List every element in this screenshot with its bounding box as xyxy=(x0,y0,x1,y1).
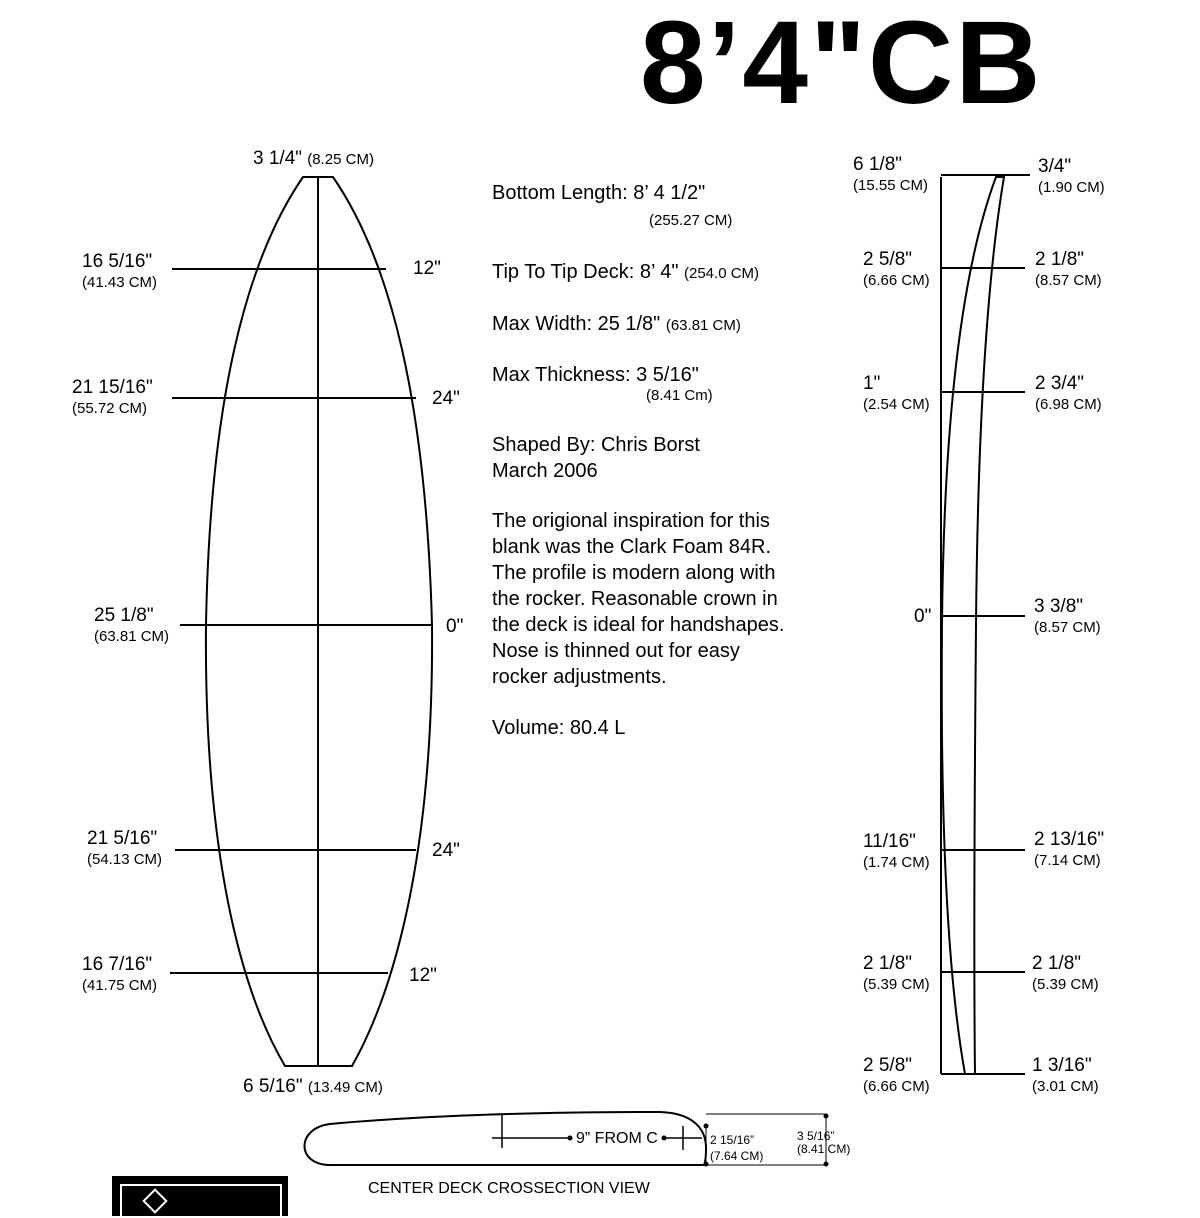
spec-max-thickness-cm: (8.41 Cm) xyxy=(646,387,713,404)
spec-volume: Volume: 80.4 L xyxy=(492,717,626,739)
spec-tip-to-tip: Tip To Tip Deck: 8’ 4" (254.0 CM) xyxy=(492,261,760,283)
description-line: The profile is modern along with xyxy=(492,562,776,584)
outline-width-label: 25 1/8" xyxy=(94,605,154,626)
description-line: Nose is thinned out for easy xyxy=(492,640,740,662)
rocker-value: 2 5/8" xyxy=(863,1055,913,1076)
crossection-thickness-cm: (8.41 CM) xyxy=(797,1142,851,1156)
thickness-value: 3 3/8" xyxy=(1034,596,1084,617)
rocker-value: 1" xyxy=(863,373,881,394)
crossection-dot xyxy=(824,1162,829,1167)
outline-width-cm: (55.72 CM) xyxy=(72,400,148,417)
thickness-value: 2 13/16" xyxy=(1034,829,1105,850)
crossection-rail-value: 2 15/16” xyxy=(710,1133,755,1147)
outline-position-label: 24" xyxy=(432,388,460,409)
tail-width: 6 5/16" (13.49 CM) xyxy=(243,1076,383,1097)
spec-bottom-length: Bottom Length: 8’ 4 1/2" xyxy=(492,182,706,204)
thickness-value: 2 1/8" xyxy=(1032,953,1082,974)
outline-width-label: 16 5/16" xyxy=(82,251,153,272)
crossection-caption: CENTER DECK CROSSECTION VIEW xyxy=(368,1180,650,1197)
logo-mark-icon xyxy=(142,1188,167,1213)
spec-date: March 2006 xyxy=(492,460,598,482)
thickness-value-cm: (1.90 CM) xyxy=(1038,179,1105,196)
crossection-dot xyxy=(704,1162,709,1167)
rocker-value-cm: (2.54 CM) xyxy=(863,396,930,413)
rocker-value: 0" xyxy=(914,606,932,627)
thickness-value: 2 1/8" xyxy=(1035,249,1085,270)
crossection-dot xyxy=(704,1124,709,1129)
thickness-value: 2 3/4" xyxy=(1035,373,1085,394)
description-line: the deck is ideal for handshapes. xyxy=(492,614,785,636)
spec-bottom-length-cm: (255.27 CM) xyxy=(649,212,733,229)
outline-width-cm: (54.13 CM) xyxy=(87,851,163,868)
crossection-from-center: 9” FROM C xyxy=(576,1130,658,1147)
description-line: rocker adjustments. xyxy=(492,666,667,688)
outline-width-label: 16 7/16" xyxy=(82,954,153,975)
thickness-value-cm: (8.57 CM) xyxy=(1034,619,1101,636)
outline-position-label: 12" xyxy=(413,258,441,279)
crossection-dot xyxy=(568,1136,573,1141)
crossection-thickness-value: 3 5/16” xyxy=(797,1129,835,1143)
logo-frame xyxy=(120,1184,282,1218)
crossection-dot xyxy=(662,1136,667,1141)
outline-width-cm: (63.81 CM) xyxy=(94,628,170,645)
rocker-value-cm: (15.55 CM) xyxy=(853,177,929,194)
rocker-value-cm: (5.39 CM) xyxy=(863,976,930,993)
thickness-value-cm: (8.57 CM) xyxy=(1035,272,1102,289)
outline-position-label: 24" xyxy=(432,840,460,861)
spec-shaped-by: Shaped By: Chris Borst xyxy=(492,434,700,456)
outline-width-label: 21 15/16" xyxy=(72,377,153,398)
rocker-value: 2 5/8" xyxy=(863,249,913,270)
description-line: blank was the Clark Foam 84R. xyxy=(492,536,772,558)
outline-width-label: 21 5/16" xyxy=(87,828,158,849)
board-title: 8’4"CB xyxy=(640,0,1043,129)
crossection-dot xyxy=(824,1114,829,1119)
spec-max-thickness: Max Thickness: 3 5/16" xyxy=(492,364,699,386)
thickness-value-cm: (7.14 CM) xyxy=(1034,852,1101,869)
outline-width-cm: (41.43 CM) xyxy=(82,274,158,291)
thickness-value-cm: (5.39 CM) xyxy=(1032,976,1099,993)
description-line: the rocker. Reasonable crown in xyxy=(492,588,778,610)
outline-position-label: 0" xyxy=(446,616,464,637)
rocker-value: 11/16" xyxy=(863,831,916,852)
rocker-value: 6 1/8" xyxy=(853,154,903,175)
rocker-value-cm: (6.66 CM) xyxy=(863,1078,930,1095)
rocker-profile xyxy=(942,177,1004,1074)
rocker-value-cm: (6.66 CM) xyxy=(863,272,930,289)
crossection-rail-cm: (7.64 CM) xyxy=(710,1149,764,1163)
thickness-value-cm: (6.98 CM) xyxy=(1035,396,1102,413)
thickness-value-cm: (3.01 CM) xyxy=(1032,1078,1099,1095)
description-line: The origional inspiration for this xyxy=(492,510,770,532)
spec-max-width: Max Width: 25 1/8" (63.81 CM) xyxy=(492,313,741,335)
outline-position-label: 12" xyxy=(409,965,437,986)
thickness-value: 1 3/16" xyxy=(1032,1055,1092,1076)
outline-width-cm: (41.75 CM) xyxy=(82,977,158,994)
brand-logo xyxy=(112,1176,288,1216)
nose-width: 3 1/4" (8.25 CM) xyxy=(253,148,374,169)
rocker-value: 2 1/8" xyxy=(863,953,913,974)
rocker-value-cm: (1.74 CM) xyxy=(863,854,930,871)
thickness-value: 3/4" xyxy=(1038,156,1072,177)
